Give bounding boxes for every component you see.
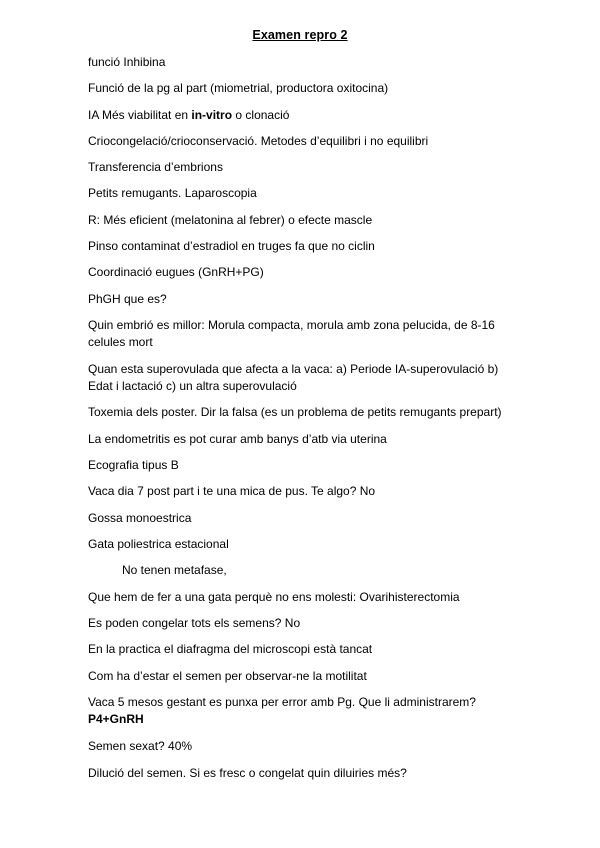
text-line: Gossa monoestrica xyxy=(88,511,192,525)
text-line: Es poden congelar tots els semens? No xyxy=(88,616,301,630)
text-line: Quin embrió es millor: Morula compacta, morula amb zona pelucida, de 8-16 celules mort xyxy=(88,318,495,349)
text-line-indented: No tenen metafase, xyxy=(122,563,227,577)
text-line: Transferencia d’embrions xyxy=(88,160,223,174)
text-line: En la practica el diafragma del microscopi està tancat xyxy=(88,642,373,656)
text-line-suffix: o clonació xyxy=(232,108,290,122)
text-line: Ecografia tipus B xyxy=(88,458,179,472)
text-line: Vaca 5 mesos gestant es punxa per error amb Pg. Que li administrarem? xyxy=(88,695,476,709)
text-line: Pinso contaminat d’estradiol en truges fa que no ciclin xyxy=(88,239,375,253)
text-line: Gata poliestrica estacional xyxy=(88,537,229,551)
text-line: Criocongelació/crioconservació. Metodes d’equilibri i no equilibri xyxy=(88,134,429,148)
answer-line: P4+GnRH xyxy=(88,712,144,726)
text-line: La endometritis es pot curar amb banys d’atb via uterina xyxy=(88,432,387,446)
text-line: Quan esta superovulada que afecta a la vaca: a) Periode IA-superovulació b) Edat i lactació c) un altra superovulació xyxy=(88,362,499,393)
text-line: Funció de la pg al part (miometrial, productora oxitocina) xyxy=(88,81,389,95)
text-line-bold-term: in-vitro xyxy=(191,108,233,122)
text-line: Coordinació eugues (GnRH+PG) xyxy=(88,265,264,279)
text-line: Dilució del semen. Si es fresc o congelat quin diluiries més? xyxy=(88,766,407,780)
text-line xyxy=(88,107,518,124)
document-title: Examen repro 2 xyxy=(252,28,348,42)
text-line: Com ha d’estar el semen per observar-ne la motilitat xyxy=(88,669,367,683)
text-line: Vaca dia 7 post part i te una mica de pus. Te algo? No xyxy=(88,484,376,498)
text-line: Petits remugants. Laparoscopia xyxy=(88,186,257,200)
text-line: Que hem de fer a una gata perquè no ens molesti: Ovarihisterectomia xyxy=(88,590,460,604)
text-line: funció Inhibina xyxy=(88,55,166,69)
text-line: PhGH que es? xyxy=(88,292,167,306)
text-line: R: Més eficient (melatonina al febrer) o efecte mascle xyxy=(88,213,373,227)
text-line: Semen sexat? 40% xyxy=(88,739,193,753)
text-line-prefix: IA Més viabilitat en xyxy=(88,108,192,122)
text-line: Toxemia dels poster. Dir la falsa (es un problema de petits remugants prepart) xyxy=(88,405,502,419)
